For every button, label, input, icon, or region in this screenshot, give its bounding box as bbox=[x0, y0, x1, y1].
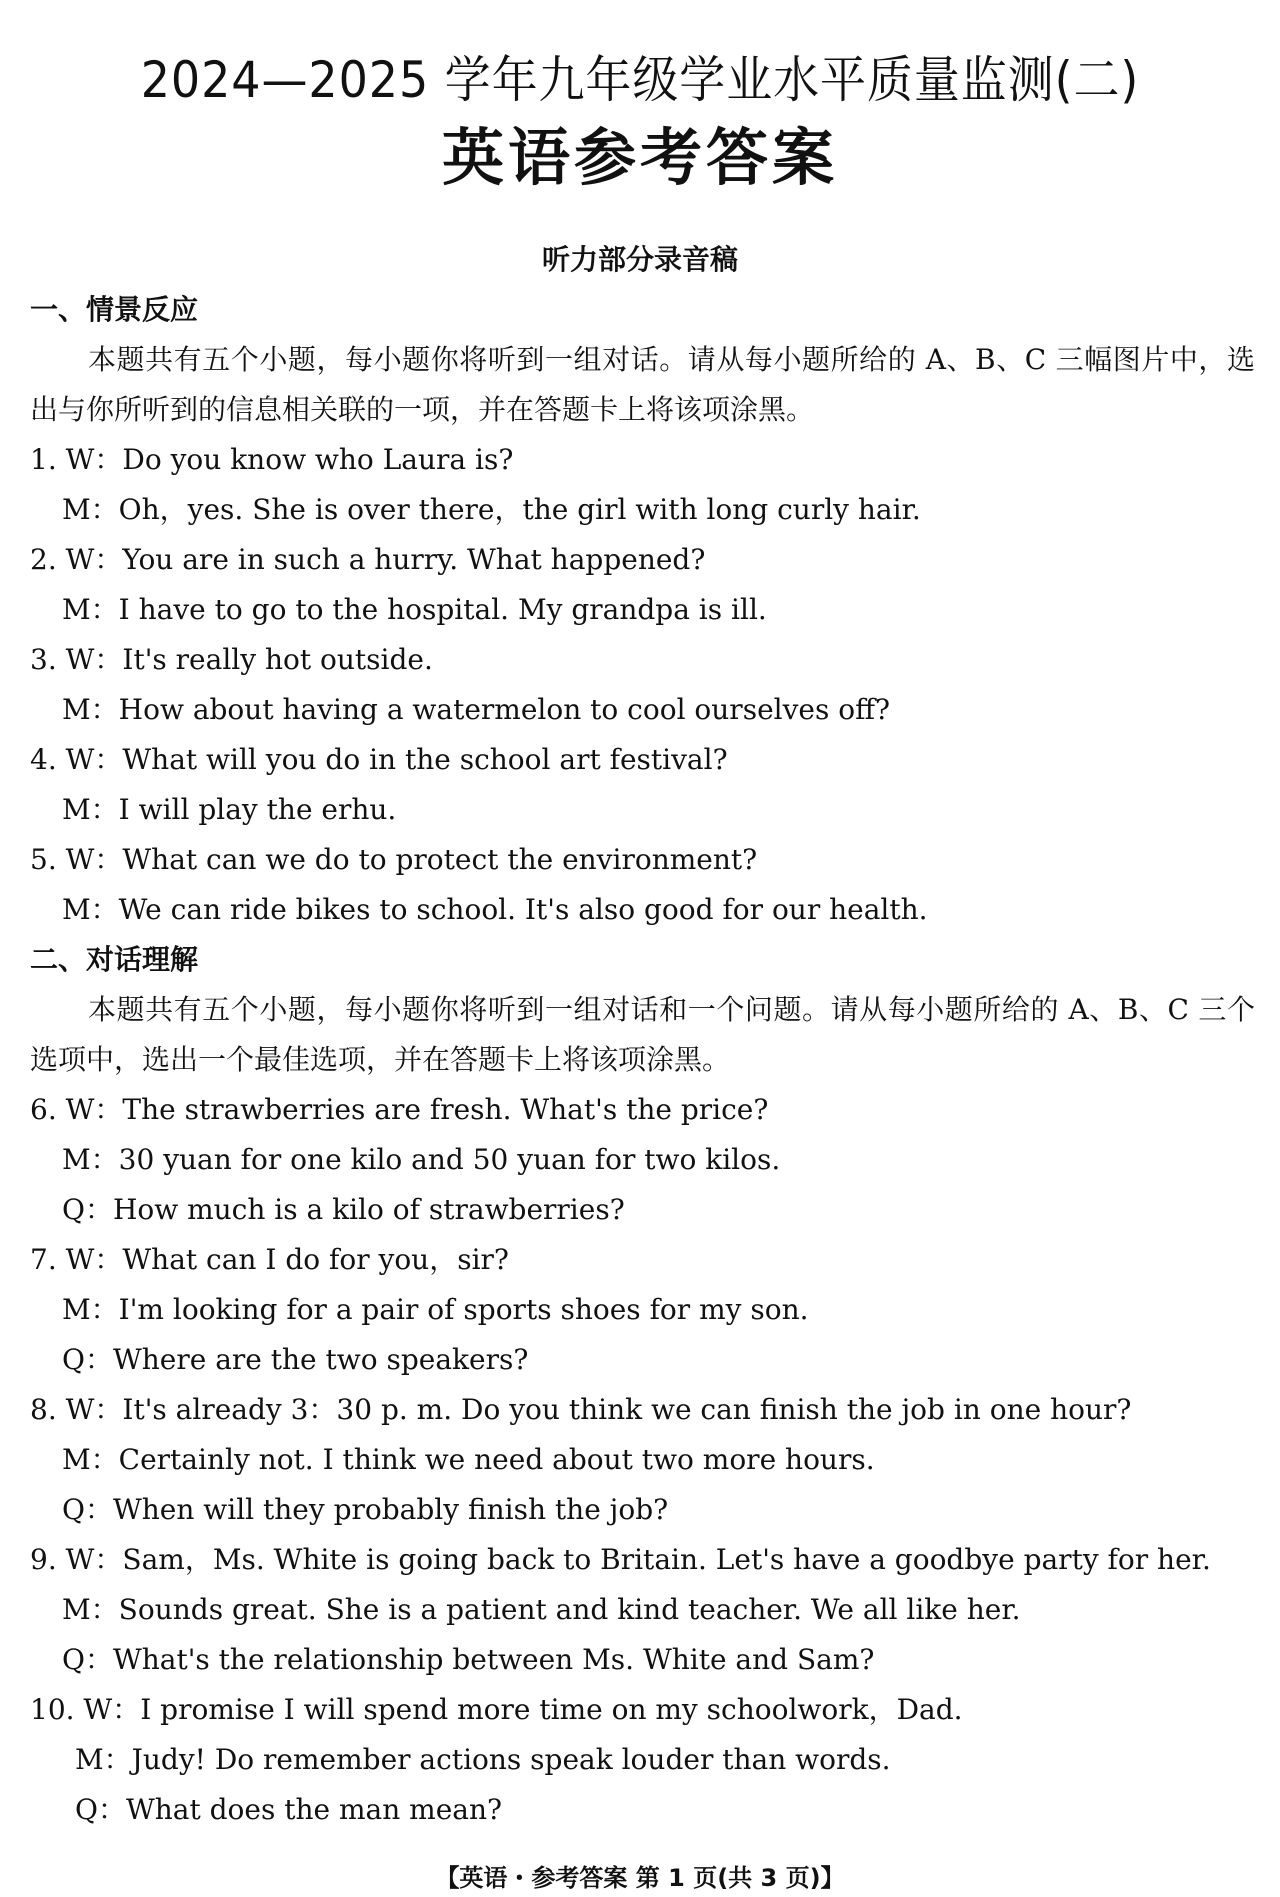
question-line: Q：What does the man mean? bbox=[75, 1793, 503, 1826]
question-line: Q：When will they probably finish the job? bbox=[62, 1493, 669, 1526]
dialogue-line: M：We can ride bikes to school. It's also good for our health. bbox=[62, 893, 928, 926]
dialogue-line: 1. W：Do you know who Laura is? bbox=[30, 443, 514, 476]
dialogue-line: M：I will play the erhu. bbox=[62, 793, 397, 826]
dialogue-line: 8. W：It's already 3：30 p. m. Do you think we can finish the job in one hour? bbox=[30, 1393, 1132, 1426]
exam-title: 2024—2025 学年九年级学业水平质量监测(二) bbox=[140, 51, 1140, 109]
question-line: Q：What's the relationship between Ms. White and Sam? bbox=[62, 1643, 875, 1676]
dialogue-line: 9. W：Sam，Ms. White is going back to Britain. Let's have a goodbye party for her. bbox=[30, 1543, 1211, 1576]
dialogue-line: M：Judy! Do remember actions speak louder than words. bbox=[75, 1743, 891, 1776]
page-footer: 【英语・参考答案 第 1 页(共 3 页)】 bbox=[435, 1864, 845, 1892]
document-subtitle: 英语参考答案 bbox=[441, 121, 838, 194]
dialogue-line: M：30 yuan for one kilo and 50 yuan for two kilos. bbox=[62, 1143, 781, 1176]
dialogue-line: M：Certainly not. I think we need about two more hours. bbox=[62, 1443, 875, 1476]
dialogue-line: 4. W：What will you do in the school art festival? bbox=[30, 743, 728, 776]
section-instructions: 本题共有五个小题，每小题你将听到一组对话和一个问题。请从每小题所给的 A、B、C 三个选项中，选出一个最佳选项，并在答题卡上将该项涂黑。 bbox=[30, 993, 1255, 1076]
dialogue-line: 2. W：You are in such a hurry. What happened? bbox=[30, 543, 706, 576]
section-instructions: 本题共有五个小题，每小题你将听到一组对话。请从每小题所给的 A、B、C 三幅图片中，选出与你所听到的信息相关联的一项，并在答题卡上将该项涂黑。 bbox=[30, 343, 1255, 426]
dialogue-line: M：I have to go to the hospital. My grandpa is ill. bbox=[62, 593, 767, 626]
dialogue-line: 5. W：What can we do to protect the environment? bbox=[30, 843, 758, 876]
question-line: Q：Where are the two speakers? bbox=[62, 1343, 529, 1376]
transcript-heading: 听力部分录音稿 bbox=[541, 243, 738, 276]
section-heading: 二、对话理解 bbox=[30, 943, 199, 976]
dialogue-line: M：I'm looking for a pair of sports shoes for my son. bbox=[62, 1293, 809, 1326]
dialogue-line: M：How about having a watermelon to cool ourselves off? bbox=[62, 693, 891, 726]
transcript-body bbox=[30, 285, 1255, 1835]
dialogue-line: 3. W：It's really hot outside. bbox=[30, 643, 433, 676]
section-heading: 一、情景反应 bbox=[30, 293, 199, 326]
dialogue-line: M：Sounds great. She is a patient and kind teacher. We all like her. bbox=[62, 1593, 1021, 1626]
dialogue-line: 7. W：What can I do for you，sir? bbox=[30, 1243, 509, 1276]
dialogue-line: M：Oh，yes. She is over there，the girl with long curly hair. bbox=[62, 493, 921, 526]
dialogue-line: 10. W：I promise I will spend more time on my schoolwork，Dad. bbox=[30, 1693, 963, 1726]
dialogue-line: 6. W：The strawberries are fresh. What's the price? bbox=[30, 1093, 769, 1126]
question-line: Q：How much is a kilo of strawberries? bbox=[62, 1193, 625, 1226]
